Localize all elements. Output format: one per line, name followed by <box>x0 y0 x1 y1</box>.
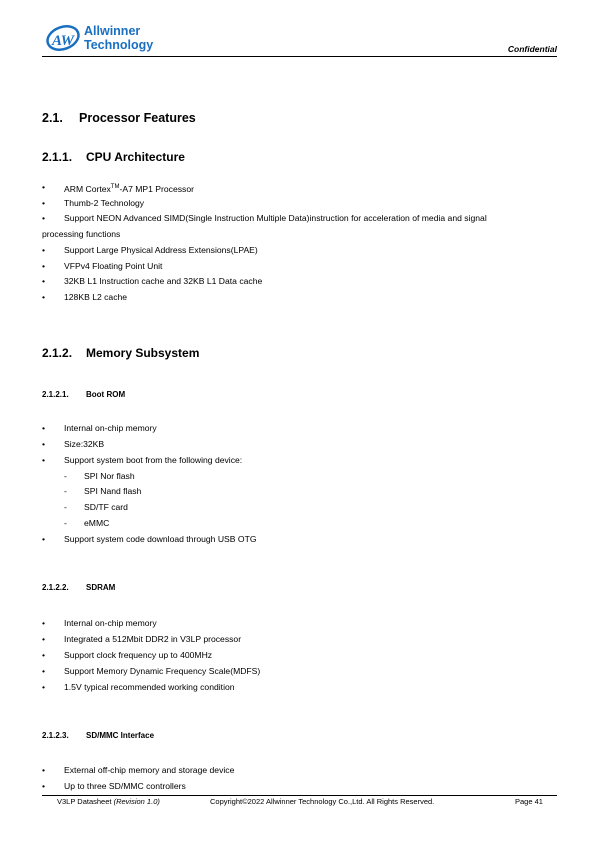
dash: - <box>64 502 67 512</box>
list-item: Support system code download through USB OTG <box>64 534 257 544</box>
list-item: Support system boot from the following device: <box>64 455 243 465</box>
logo-line1: Allwinner <box>84 24 141 38</box>
bullet: • <box>42 765 46 775</box>
sub-item: SD/TF card <box>84 502 128 512</box>
list-item: Thumb-2 Technology <box>64 198 145 208</box>
section-title: SD/MMC Interface <box>86 731 155 740</box>
bullet: • <box>42 292 46 302</box>
section-number: 2.1.2. <box>42 346 73 360</box>
list-item-continued: processing functions <box>42 229 121 239</box>
sub-item: SPI Nor flash <box>84 471 135 481</box>
bullet: • <box>42 455 46 465</box>
bullet: • <box>42 439 46 449</box>
list-item: 32KB L1 Instruction cache and 32KB L1 Data cache <box>64 276 263 286</box>
header-rule <box>42 56 557 57</box>
footer-page-number: Page 41 <box>515 797 543 806</box>
section-title: Memory Subsystem <box>86 346 200 360</box>
section-title: Boot ROM <box>86 390 126 399</box>
list-item: Size:32KB <box>64 439 105 449</box>
list-item: Support clock frequency up to 400MHz <box>64 650 213 660</box>
bullet: • <box>42 245 46 255</box>
list-item: ARM Cortex™-A7 MP1 Processor <box>64 183 194 194</box>
bullet: • <box>42 276 46 286</box>
list-item: Integrated a 512Mbit DDR2 in V3LP processor <box>64 634 242 644</box>
section-number: 2.1.2.1. <box>42 390 69 399</box>
list-item: 128KB L2 cache <box>64 292 128 302</box>
list-item: Internal on-chip memory <box>64 618 157 628</box>
bullet: • <box>42 182 46 192</box>
list-item: Internal on-chip memory <box>64 423 157 433</box>
list-item: Up to three SD/MMC controllers <box>64 781 186 791</box>
bullet: • <box>42 781 46 791</box>
bullet: • <box>42 198 46 208</box>
dash: - <box>64 486 67 496</box>
bullet: • <box>42 682 46 692</box>
list-item: VFPv4 Floating Point Unit <box>64 261 163 271</box>
dash: - <box>64 471 67 481</box>
section-title: SDRAM <box>86 583 116 592</box>
section-number: 2.1.1. <box>42 150 73 164</box>
list-item: Support Memory Dynamic Frequency Scale(MDFS) <box>64 666 261 676</box>
bullet: • <box>42 650 46 660</box>
allwinner-logo-icon <box>44 24 82 52</box>
bullet: • <box>42 634 46 644</box>
logo-line2: Technology <box>84 38 154 52</box>
section-title: Processor Features <box>79 111 196 125</box>
sub-item: SPI Nand flash <box>84 486 142 496</box>
bullet: • <box>42 666 46 676</box>
bullet: • <box>42 534 46 544</box>
bullet: • <box>42 213 46 223</box>
section-title: CPU Architecture <box>86 150 185 164</box>
sub-item: eMMC <box>84 518 110 528</box>
section-number: 2.1.2.2. <box>42 583 69 592</box>
footer-doc: V3LP Datasheet (Revision 1.0) <box>57 797 160 806</box>
list-item: External off-chip memory and storage device <box>64 765 235 775</box>
footer-copyright: Copyright©2022 Allwinner Technology Co.,Ltd. All Rights Reserved. <box>210 797 435 806</box>
list-item: 1.5V typical recommended working condition <box>64 682 235 692</box>
list-item: Support NEON Advanced SIMD(Single Instruction Multiple Data)instruction for acceleration of media and signal <box>64 213 487 223</box>
confidential-label: Confidential <box>507 44 557 54</box>
bullet: • <box>42 261 46 271</box>
section-number: 2.1. <box>42 111 63 125</box>
dash: - <box>64 518 67 528</box>
svg-text:AW: AW <box>52 33 74 49</box>
list-item: Support Large Physical Address Extensions(LPAE) <box>64 245 258 255</box>
bullet: • <box>42 423 46 433</box>
bullet: • <box>42 618 46 628</box>
section-number: 2.1.2.3. <box>42 731 69 740</box>
